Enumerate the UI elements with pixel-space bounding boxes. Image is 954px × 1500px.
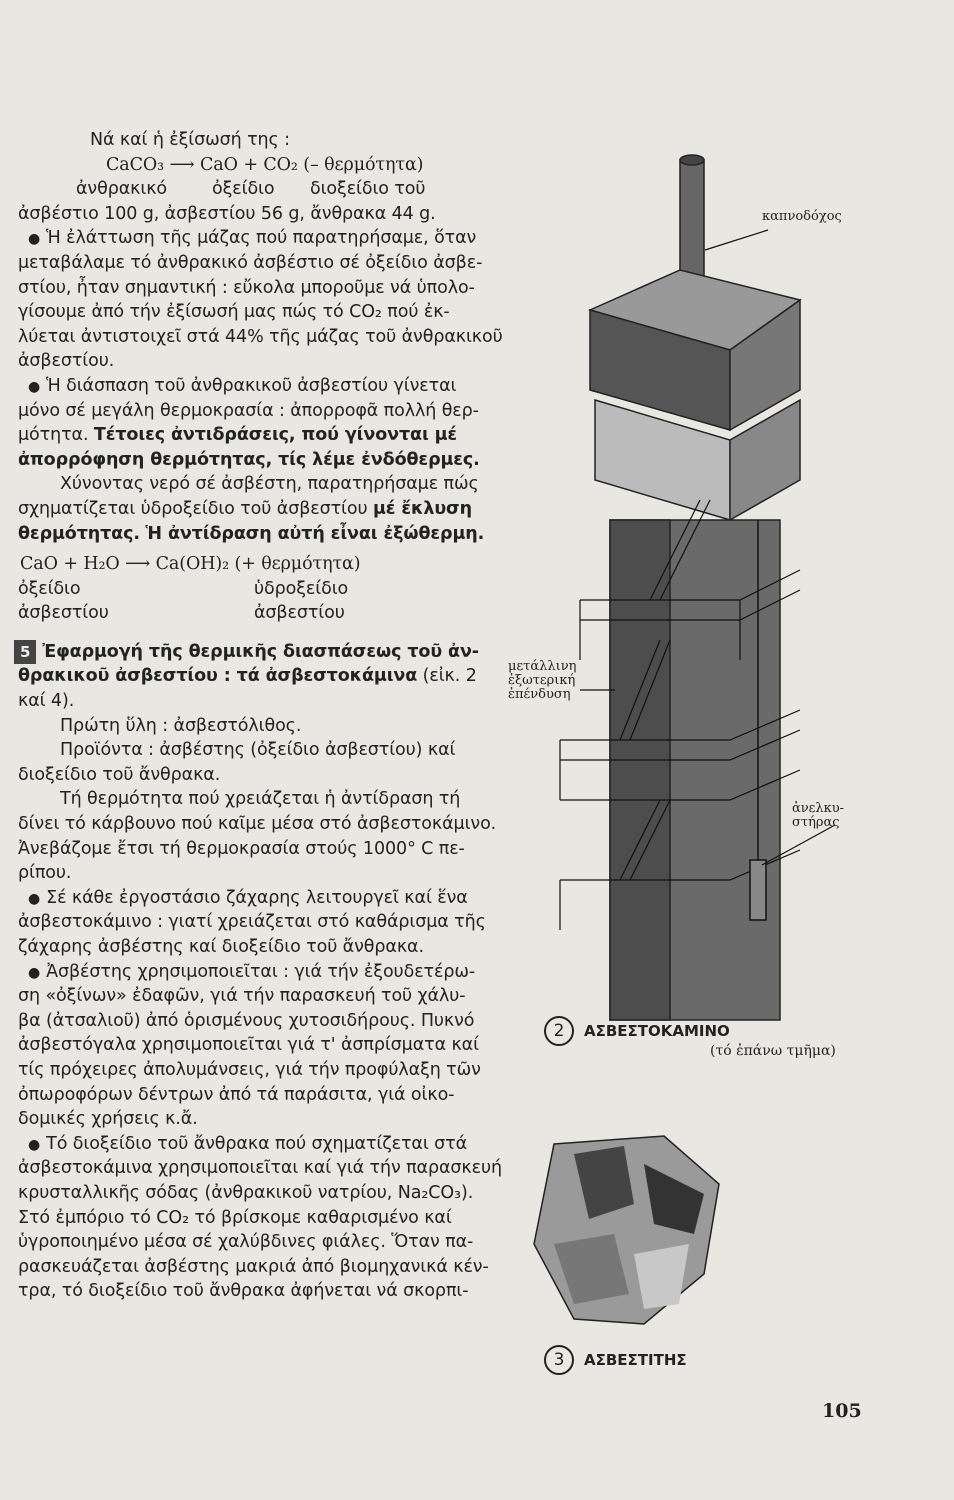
figure-2-number: 2 bbox=[544, 1016, 574, 1046]
label-pointer-chimney bbox=[705, 230, 768, 250]
figure-2-subcaption: (τό ἐπάνω τμῆμα) bbox=[710, 1043, 836, 1059]
eq2-names-1: ὀξείδιο ὑδροξείδιο bbox=[18, 578, 349, 599]
bullet-icon: ● bbox=[28, 378, 41, 395]
eq1-names: ἀνθρακικό ὀξείδιο διοξείδιο τοῦ bbox=[76, 179, 426, 200]
figure-3-caption: 3 ΑΣΒΕΣΤΙΤΗΣ bbox=[544, 1345, 687, 1375]
figure-2-caption: 2 ΑΣΒΕΣΤΟΚΑΜΙΝΟ bbox=[544, 1016, 730, 1046]
limestone-photo bbox=[514, 1124, 734, 1334]
figure-3-number: 3 bbox=[544, 1345, 574, 1375]
eq2-formula: CaO + H₂O ⟶ Ca(OH)₂ (+ θερμότητα) bbox=[20, 554, 361, 575]
bullet-icon: ● bbox=[28, 231, 41, 248]
kiln-shaft bbox=[610, 520, 780, 1020]
eq1-masses: ἀσβέστιο 100 g, ἀσβεστίου 56 g, ἄνθρακα 44 g. bbox=[18, 203, 436, 224]
paragraph-2: ● Ἡ διάσπαση τοῦ ἀνθρακικοῦ ἀσβεστίου γίνεται μόνο σέ μεγάλη θερμοκρασία : ἀπορροφᾶ πολλή θερ- μότητα. Τέτοιες ἀντιδράσεις, πού γίνονται μέ ἀπορρόφηση θερμότητας, τίς λέμε ἐνδόθερμες. bbox=[18, 375, 480, 470]
label-elevator: ἀνελκυ- στήρας bbox=[792, 801, 845, 830]
lime-kiln-illustration bbox=[500, 100, 950, 1040]
label-lining: μετάλλινη ἐξωτερική ἐπένδυση bbox=[508, 659, 577, 702]
eq2-names-2: ἀσβεστίου ἀσβεστίου bbox=[18, 603, 345, 624]
eq1-intro: Νά καί ἡ ἐξίσωσή της : bbox=[90, 130, 290, 150]
paragraph-3: Χύνοντας νερό σέ ἀσβέστη, παρατηρήσαμε πώς σχηματίζεται ὑδροξείδιο τοῦ ἀσβεστίου μέ ἔκλυση θερμότητας. Ἡ ἀντίδραση αὐτή εἶναι ἐξώθερμη. bbox=[18, 474, 485, 544]
section-heading: 5 Ἐφαρμογή τῆς θερμικῆς διασπάσεως τοῦ ἀν- θρακικοῦ ἀσβεστίου : τά ἀσβεστοκάμινα (εἰκ. 2 καί 4). bbox=[18, 640, 500, 714]
kiln-top-housing bbox=[590, 270, 800, 520]
paragraph-1: ● Ἡ ἐλάττωση τῆς μάζας πού παρατηρήσαμε, ὅταν μεταβάλαμε τό ἀνθρακικό ἀσβέστιο σέ ὀξείδιο ἀσβε- στίου, ἦταν σημαντική : εὔκολα μποροῦμε νά ὑπολο- γίσουμε ἀπό τήν ἐξίσωσή μας πώς τό CO₂ πού ἐκ- λύεται ἀντιστοιχεῖ στά 44% τῆς μάζας τοῦ ἀνθρακικοῦ ἀσβεστίου. bbox=[18, 228, 503, 372]
paragraph-4: Πρώτη ὕλη : ἀσβεστόλιθος. Προϊόντα : ἀσβέστης (ὀξείδιο ἀσβεστίου) καί διοξείδιο τοῦ ἄνθρακα. Τή θερμότητα πού χρειάζεται ἡ ἀντίδραση τή δίνει τό κάρβουνο πού καῖμε μέσα στό ἀσβεστοκάμινο. Ἀνεβάζομε ἔτσι τή θερμοκρασία στούς 1000° C πε- ρίπου. bbox=[18, 715, 497, 884]
bullet-icon: ● bbox=[28, 1136, 41, 1153]
section-number: 5 bbox=[14, 640, 36, 665]
paragraph-6: ● Ἀσβέστης χρησιμοποιεῖται : γιά τήν ἐξουδετέρω- ση «ὀξίνων» ἐδαφῶν, γιά τήν παρασκευή τοῦ χάλυ- βα (ἀτσαλιοῦ) ἀπό ὁρισμένους χυτοσιδήρους. Πυκνό ἀσβεστόγαλα χρησιμοποιεῖται γιά τ' ἀσπρίσματα καί τίς πρόχειρες ἀπολυμάνσεις, γιά τήν προφύλαξη τῶν ὀπωροφόρων δέντρων ἀπό τά παράσιτα, γιά οἰκο- δομικές χρήσεις κ.ἄ. bbox=[18, 961, 481, 1130]
eq1-formula: CaCO₃ ⟶ CaO + CO₂ (– θερμότητα) bbox=[106, 154, 424, 175]
paragraph-7: ● Τό διοξείδιο τοῦ ἄνθρακα πού σχηματίζεται στά ἀσβεστοκάμινα χρησιμοποιεῖται καί γιά τήν παρασκευή κρυσταλλικῆς σόδας (ἀνθρακικοῦ νατρίου, Na₂CO₃). Στό ἐμπόριο τό CO₂ τό βρίσκομε καθαρισμένο καί ὑγροποιημένο μέσα σέ χαλύβδινες φιάλες. Ὅταν πα- ρασκευάζεται ἀσβέστης μακριά ἀπό βιομηχανικά κέν- τρα, τό διοξείδιο τοῦ ἄνθρακα ἀφήνεται νά σκορπι- bbox=[18, 1133, 503, 1302]
bullet-icon: ● bbox=[28, 890, 41, 907]
label-chimney: καπνοδόχος bbox=[762, 209, 842, 224]
figure-column bbox=[500, 100, 950, 1420]
paragraph-5: ● Σέ κάθε ἐργοστάσιο ζάχαρης λειτουργεῖ καί ἕνα ἀσβεστοκάμινο : γιατί χρειάζεται στό καθάρισμα τῆς ζάχαρης ἀσβέστης καί διοξείδιο τοῦ ἄνθρακα. bbox=[18, 887, 486, 957]
text-column bbox=[18, 128, 503, 1304]
bullet-icon: ● bbox=[28, 964, 41, 981]
page-number: 105 bbox=[822, 1400, 862, 1422]
chimney bbox=[680, 155, 704, 290]
